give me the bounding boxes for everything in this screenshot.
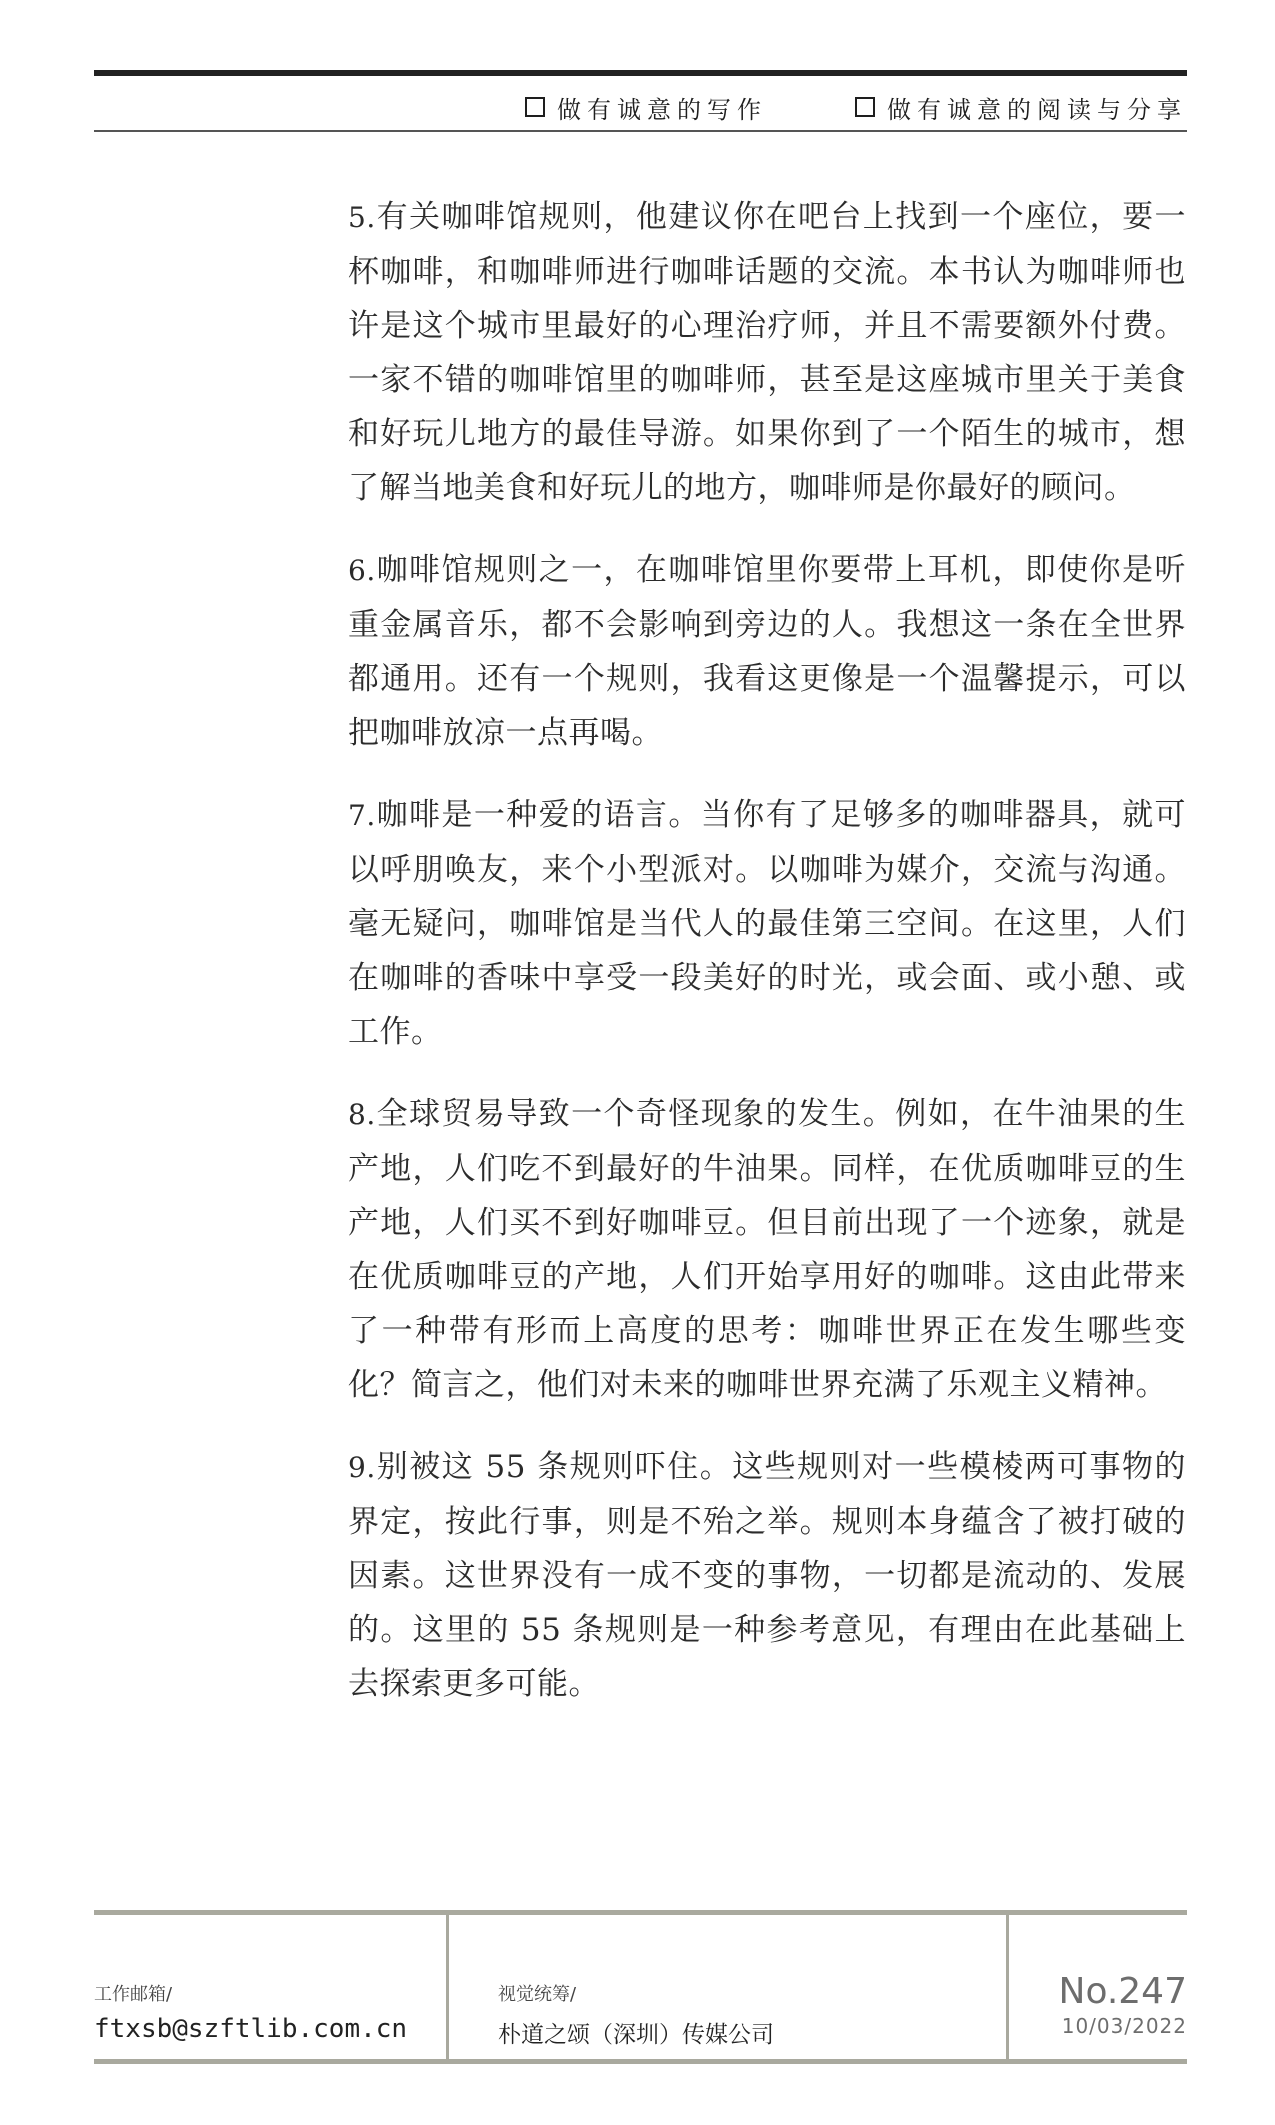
header-slogan-writing-text: 做有诚意的写作 — [557, 95, 767, 124]
paragraph-text: 咖啡馆规则之一，在咖啡馆里你要带上耳机，即使你是听重金属音乐，都不会影响到旁边的人。我想这一条在全世界都通用。还有一个规则，我看这更像是一个温馨提示，可以把咖啡放凉一点再喝。 — [348, 552, 1186, 751]
paragraph-number: 7. — [348, 799, 376, 832]
email-label: 工作邮箱/ — [94, 1984, 173, 2005]
checkbox-square-icon — [855, 97, 875, 117]
page-footer — [94, 1910, 1187, 2064]
issue-date: 10/03/2022 — [1061, 2014, 1187, 2038]
checkbox-square-icon — [525, 97, 545, 117]
paragraph-8 — [348, 1087, 1186, 1412]
paragraph-9 — [348, 1440, 1186, 1711]
footer-bottom-rule — [94, 2059, 1187, 2064]
paragraph-number: 5. — [348, 201, 376, 234]
article-body — [348, 190, 1186, 1739]
paragraph-text: 全球贸易导致一个奇怪现象的发生。例如，在牛油果的生产地，人们吃不到最好的牛油果。同样，在优质咖啡豆的生产地，人们买不到好咖啡豆。但目前出现了一个迹象，就是在优质咖啡豆的产地，人们开始享用好的咖啡。这由此带来了一种带有形而上高度的思考：咖啡世界正在发生哪些变化？简言之，他们对未来的咖啡世界充满了乐观主义精神。 — [348, 1096, 1186, 1403]
issue-block — [1059, 1972, 1187, 2038]
paragraph-number: 8. — [348, 1098, 376, 1131]
paragraph-text: 别被这 55 条规则吓住。这些规则对一些模棱两可事物的界定，按此行事，则是不殆之举。规则本身蕴含了被打破的因素。这世界没有一成不变的事物，一切都是流动的、发展的。这里的 55 条规则是一种参考意见，有理由在此基础上去探索更多可能。 — [348, 1449, 1186, 1702]
paragraph-6 — [348, 543, 1186, 760]
header-slogan-writing — [525, 90, 767, 125]
email-address[interactable]: ftxsb@szftlib.com.cn — [94, 2014, 408, 2044]
header-slogan-reading — [855, 90, 1187, 125]
page-header — [94, 86, 1187, 128]
footer-design-block — [498, 1980, 774, 2049]
footer-divider — [446, 1915, 449, 2059]
footer-divider — [1006, 1915, 1009, 2059]
header-slogan-reading-text: 做有诚意的阅读与分享 — [887, 95, 1187, 124]
paragraph-text: 咖啡是一种爱的语言。当你有了足够多的咖啡器具，就可以呼朋唤友，来个小型派对。以咖啡为媒介，交流与沟通。毫无疑问，咖啡馆是当代人的最佳第三空间。在这里，人们在咖啡的香味中享受一段美好的时光，或会面、或小憩、或工作。 — [348, 797, 1186, 1050]
paragraph-number: 6. — [348, 554, 376, 587]
paragraph-text: 有关咖啡馆规则，他建议你在吧台上找到一个座位，要一杯咖啡，和咖啡师进行咖啡话题的交流。本书认为咖啡师也许是这个城市里最好的心理治疗师，并且不需要额外付费。一家不错的咖啡馆里的咖啡师，甚至是这座城市里关于美食和好玩儿地方的最佳导游。如果你到了一个陌生的城市，想了解当地美食和好玩儿的地方，咖啡师是你最好的顾问。 — [348, 199, 1186, 506]
design-company: 朴道之颂（深圳）传媒公司 — [498, 2022, 774, 2048]
paragraph-5 — [348, 190, 1186, 515]
design-label: 视觉统筹/ — [498, 1984, 577, 2005]
footer-email-block — [94, 1980, 407, 2044]
paragraph-number: 9. — [348, 1451, 376, 1484]
header-bottom-rule — [94, 130, 1187, 132]
paragraph-7 — [348, 788, 1186, 1059]
header-top-rule — [94, 70, 1187, 76]
footer-top-rule — [94, 1910, 1187, 1915]
issue-number: No.247 — [1058, 1971, 1187, 2012]
